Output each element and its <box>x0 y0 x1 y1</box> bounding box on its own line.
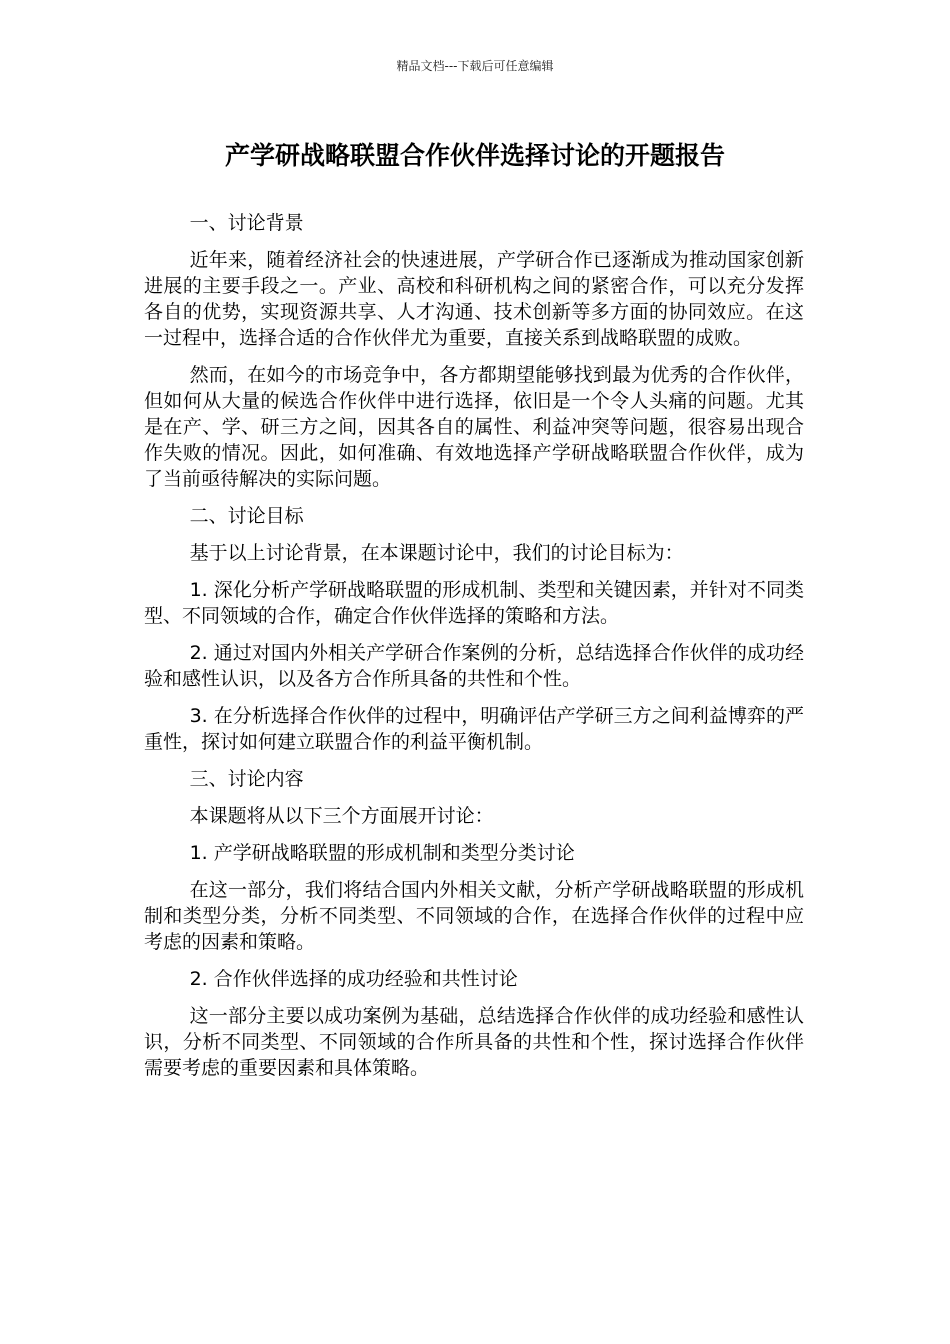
paragraph-content-2: 这一部分主要以成功案例为基础，总结选择合作伙伴的成功经验和感性认识，分析不同类型、不同领域的合作所具备的共性和个性，探讨选择合作伙伴需要考虑的重要因素和具体策略。 <box>144 1005 804 1079</box>
section-heading-content: 三、讨论内容 <box>189 768 304 790</box>
content-subheading-1: 1. 产学研战略联盟的形成机制和类型分类讨论 <box>189 842 575 864</box>
section-heading-background: 一、讨论背景 <box>189 212 304 234</box>
document-body <box>144 210 804 1092</box>
paragraph-background-1: 近年来，随着经济社会的快速进展，产学研合作已逐渐成为推动国家创新进展的主要手段之一。产业、高校和科研机构之间的紧密合作，可以充分发挥各自的优势，实现资源共享、人才沟通、技术创新等多方面的协同效应。在这一过程中，选择合适的合作伙伴尤为重要，直接关系到战略联盟的成败。 <box>144 249 804 349</box>
goal-item-1: 1. 深化分析产学研战略联盟的形成机制、类型和关键因素，并针对不同类型、不同领域的合作，确定合作伙伴选择的策略和方法。 <box>144 579 804 627</box>
paragraph-goals-intro: 基于以上讨论背景，在本课题讨论中，我们的讨论目标为： <box>189 542 684 564</box>
goal-item-2: 2. 通过对国内外相关产学研合作案例的分析，总结选择合作伙伴的成功经验和感性认识，以及各方合作所具备的共性和个性。 <box>144 642 804 690</box>
content-subheading-2: 2. 合作伙伴选择的成功经验和共性讨论 <box>189 968 518 990</box>
paragraph-content-intro: 本课题将从以下三个方面展开讨论： <box>189 805 494 827</box>
paragraph-background-2: 然而，在如今的市场竞争中，各方都期望能够找到最为优秀的合作伙伴，但如何从大量的候选合作伙伴中进行选择，依旧是一个令人头痛的问题。尤其是在产、学、研三方之间，因其各自的属性、利益冲突等问题，很容易出现合作失败的情况。因此，如何准确、有效地选择产学研战略联盟合作伙伴，成为了当前亟待解决的实际问题。 <box>144 364 804 490</box>
paragraph-content-1: 在这一部分，我们将结合国内外相关文献，分析产学研战略联盟的形成机制和类型分类，分析不同类型、不同领域的合作，在选择合作伙伴的过程中应考虑的因素和策略。 <box>144 879 804 953</box>
section-heading-goals: 二、讨论目标 <box>189 505 304 527</box>
document-title: 产学研战略联盟合作伙伴选择讨论的开题报告 <box>224 141 725 170</box>
page-header: 精品文档---下载后可任意编辑 <box>396 59 554 73</box>
goal-item-3: 3. 在分析选择合作伙伴的过程中，明确评估产学研三方之间利益博弈的严重性，探讨如何建立联盟合作的利益平衡机制。 <box>144 705 804 753</box>
